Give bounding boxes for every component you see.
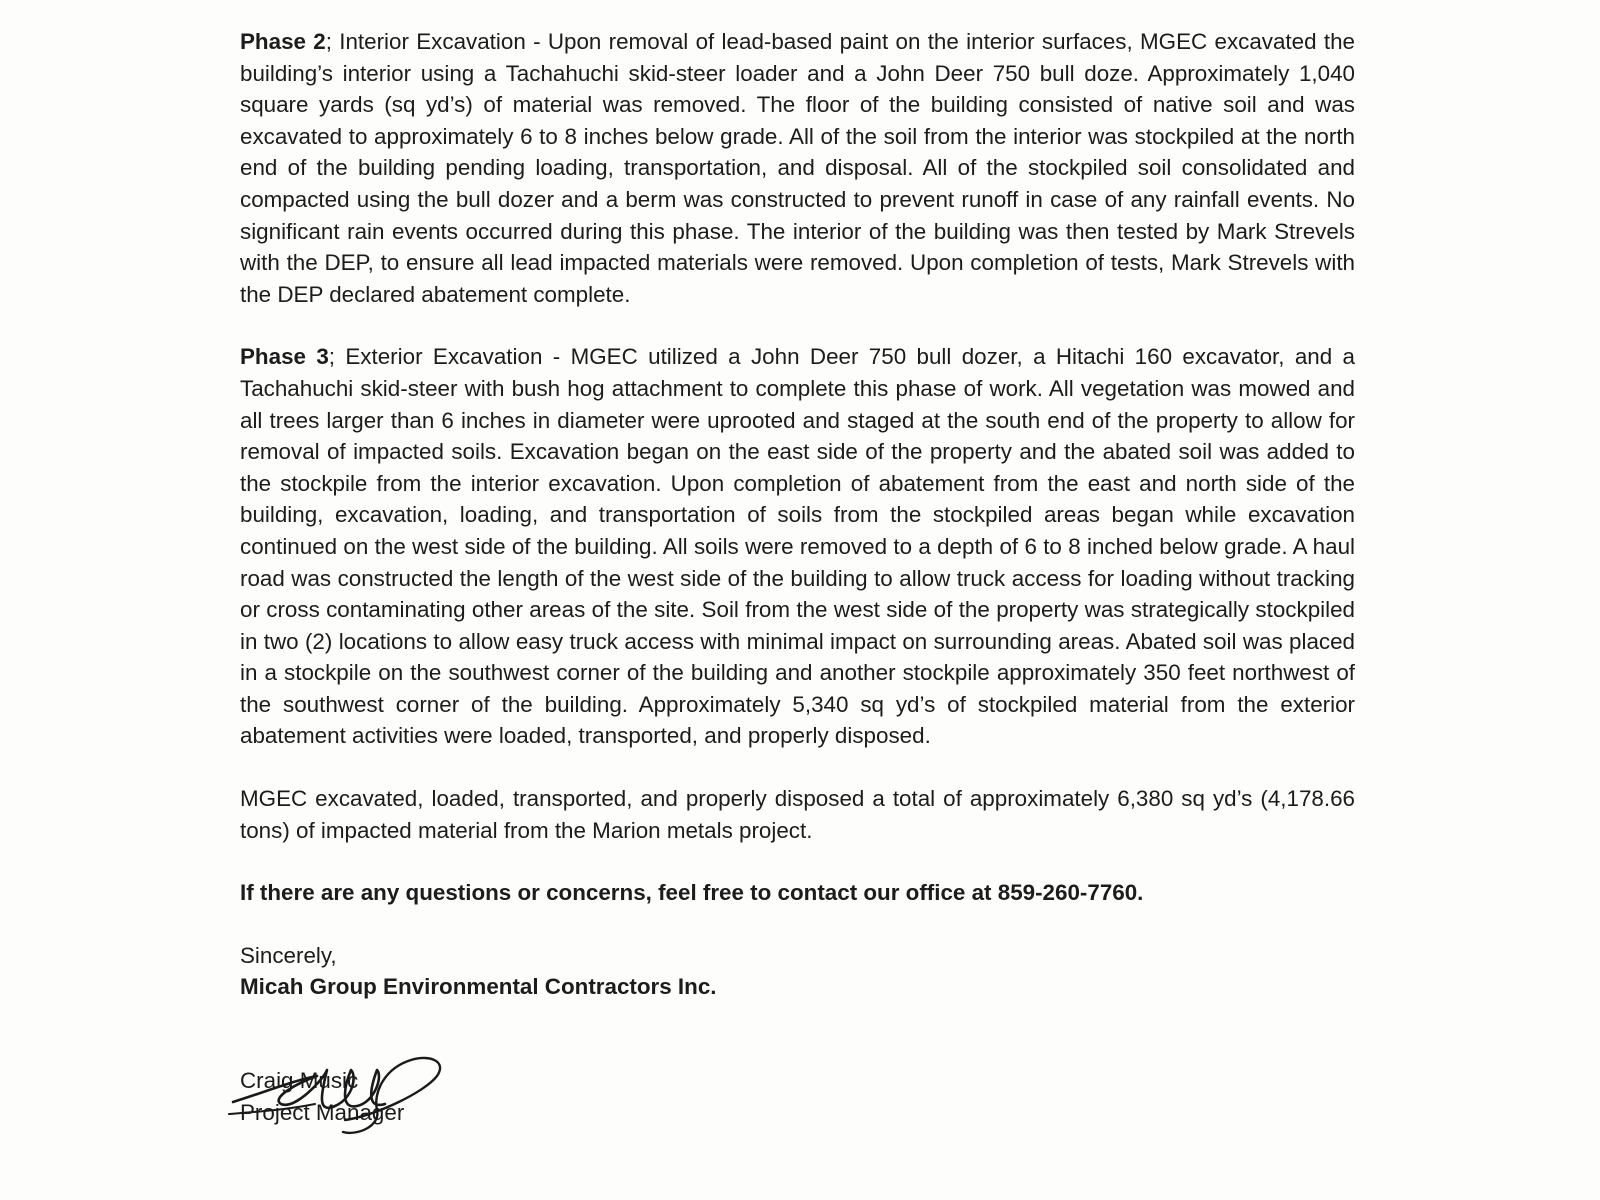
summary-paragraph: MGEC excavated, loaded, transported, and properly disposed a total of approximately 6,380 sq yd’s (4,178.66 tons) of impacted material from the Marion metals project. [240,786,1355,843]
phase-2-paragraph [240,26,1355,310]
phase-2-text: ; Interior Excavation - Upon removal of lead-based paint on the interior surfaces, MGEC excavated the building’s interior using a Tachahuchi skid-steer loader and a John Deer 750 bull doze. Approximately 1,040 square yards (sq yd’s) of material was removed. The floor of the building consisted of native soil and was excavated to approximately 6 to 8 inches below grade. All of the soil from the interior was stockpiled at the north end of the building pending loading, transportation, and disposal. All of the stockpiled soil consolidated and compacted using the bull dozer and a berm was constructed to prevent runoff in case of any rainfall events. No significant rain events occurred during this phase. The interior of the building was then tested by Mark Strevels with the DEP, to ensure all lead impacted materials were removed. Upon completion of tests, Mark Strevels with the DEP declared abatement complete. [240,29,1355,307]
company-name: Micah Group Environmental Contractors Inc. [240,974,717,1000]
closing-block [240,940,1355,1128]
phase-3-text: ; Exterior Excavation - MGEC utilized a John Deer 750 bull dozer, a Hitachi 160 excavator, and a Tachahuchi skid-steer with bush hog attachment to complete this phase of work. All vegetation was mowed and all trees larger than 6 inches in diameter were uprooted and staged at the south end of the property to allow for removal of impacted soils. Excavation began on the east side of the property and the abated soil was added to the stockpile from the interior excavation. Upon completion of abatement from the east and north side of the building, excavation, loading, and transportation of soils from the stockpiled areas began while excavation continued on the west side of the building. All soils were removed to a depth of 6 to 8 inched below grade. A haul road was constructed the length of the west side of the building to allow truck access for loading without tracking or cross contaminating other areas of the site. Soil from the west side of the property was strategically stockpiled in two (2) locations to allow easy truck access with minimal impact on surrounding areas. Abated soil was placed in a stockpile on the southwest corner of the building and another stockpile approximately 350 feet northwest of the southwest corner of the building. Approximately 5,340 sq yd’s of stockpiled material from the exterior abatement activities were loaded, transported, and properly disposed. [240,344,1355,749]
phase-3-label: Phase 3 [240,344,329,370]
phase-3-paragraph [240,341,1355,752]
signer-name: Craig Music [240,1068,359,1094]
contact-line: If there are any questions or concerns, feel free to contact our office at 859-260-7760. [240,880,1144,906]
salutation: Sincerely, [240,942,337,968]
phase-2-label: Phase 2 [240,29,326,54]
signer-title: Project Manager [240,1099,405,1125]
letter-body [240,26,1355,1128]
